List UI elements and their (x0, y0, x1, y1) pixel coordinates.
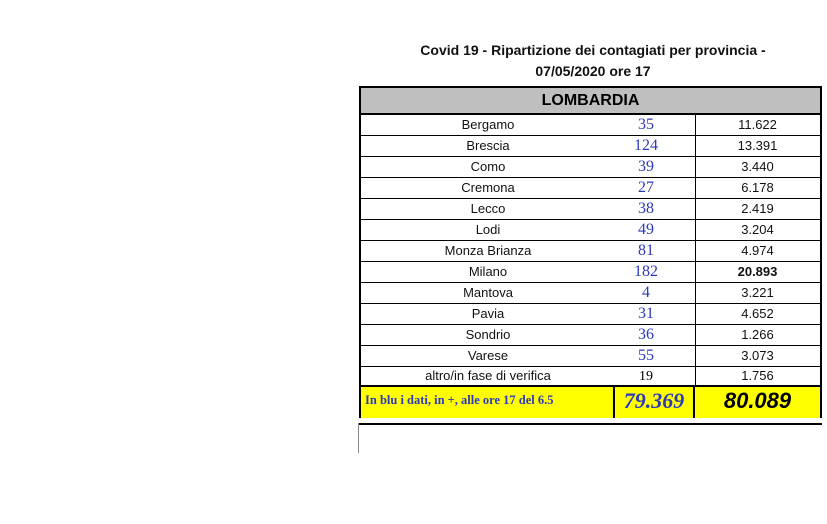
province-table (359, 86, 822, 418)
new-cases: 36 (638, 326, 654, 343)
separator-edge (358, 423, 359, 453)
table-row (361, 325, 820, 346)
table-row (361, 220, 820, 241)
province-name: Bergamo (461, 117, 515, 132)
province-name: Mantova (463, 285, 513, 300)
total-cases: 11.622 (738, 117, 777, 132)
province-name: Varese (467, 348, 509, 363)
summary-label: In blu i dati, in +, alle ore 17 del 6.5 (365, 393, 554, 407)
new-cases: 35 (638, 116, 654, 133)
total-cases: 6.178 (741, 180, 774, 195)
new-cases: 49 (638, 221, 654, 238)
table-row (361, 283, 820, 304)
table-row (361, 262, 820, 283)
region-header: LOMBARDIA (361, 88, 820, 115)
table-row (361, 199, 820, 220)
new-cases: 55 (638, 347, 654, 364)
total-cases: 4.974 (741, 243, 774, 258)
new-cases: 4 (642, 284, 650, 301)
title-line-1: Covid 19 - Ripartizione dei contagiati per provincia - (420, 42, 766, 58)
province-name: Milano (468, 264, 508, 279)
table-row (361, 367, 820, 385)
total-cases: 3.440 (741, 159, 774, 174)
table-row (361, 241, 820, 262)
new-cases: 124 (634, 137, 658, 154)
province-name: Monza Brianza (444, 243, 532, 258)
summary-row (361, 385, 820, 418)
total-cases: 13.391 (737, 138, 778, 153)
title-line-2: 07/05/2020 ore 17 (535, 63, 651, 79)
province-name: Brescia (466, 138, 510, 153)
total-cases: 20.893 (737, 264, 778, 279)
total-cases: 4.652 (741, 306, 774, 321)
total-cases: 2.419 (741, 201, 774, 216)
new-cases: 182 (634, 263, 658, 280)
page-title (360, 40, 826, 82)
province-name: Sondrio (465, 327, 511, 342)
new-cases: 31 (638, 305, 654, 322)
total-cases: 3.221 (741, 285, 774, 300)
total-cases: 1.266 (741, 327, 774, 342)
summary-new-cases: 79.369 (623, 388, 685, 413)
province-name: Pavia (471, 306, 505, 321)
table-row (361, 157, 820, 178)
province-name: Lodi (475, 222, 501, 237)
province-name: Como (470, 159, 506, 174)
table-row (361, 136, 820, 157)
total-cases: 3.073 (741, 348, 774, 363)
table-row (361, 346, 820, 367)
total-cases: 3.204 (741, 222, 774, 237)
table-row (361, 178, 820, 199)
new-cases: 27 (638, 179, 654, 196)
separator-line (359, 423, 822, 425)
province-name: Lecco (470, 201, 506, 216)
province-name: altro/in fase di verifica (425, 368, 551, 383)
province-name: Cremona (461, 180, 515, 195)
summary-total-cases: 80.089 (723, 388, 792, 413)
table-row (361, 304, 820, 325)
new-cases: 38 (638, 200, 654, 217)
new-cases: 39 (638, 158, 654, 175)
table-row (361, 115, 820, 136)
new-cases: 19 (639, 369, 653, 384)
total-cases: 1.756 (741, 368, 774, 383)
new-cases: 81 (638, 242, 654, 259)
